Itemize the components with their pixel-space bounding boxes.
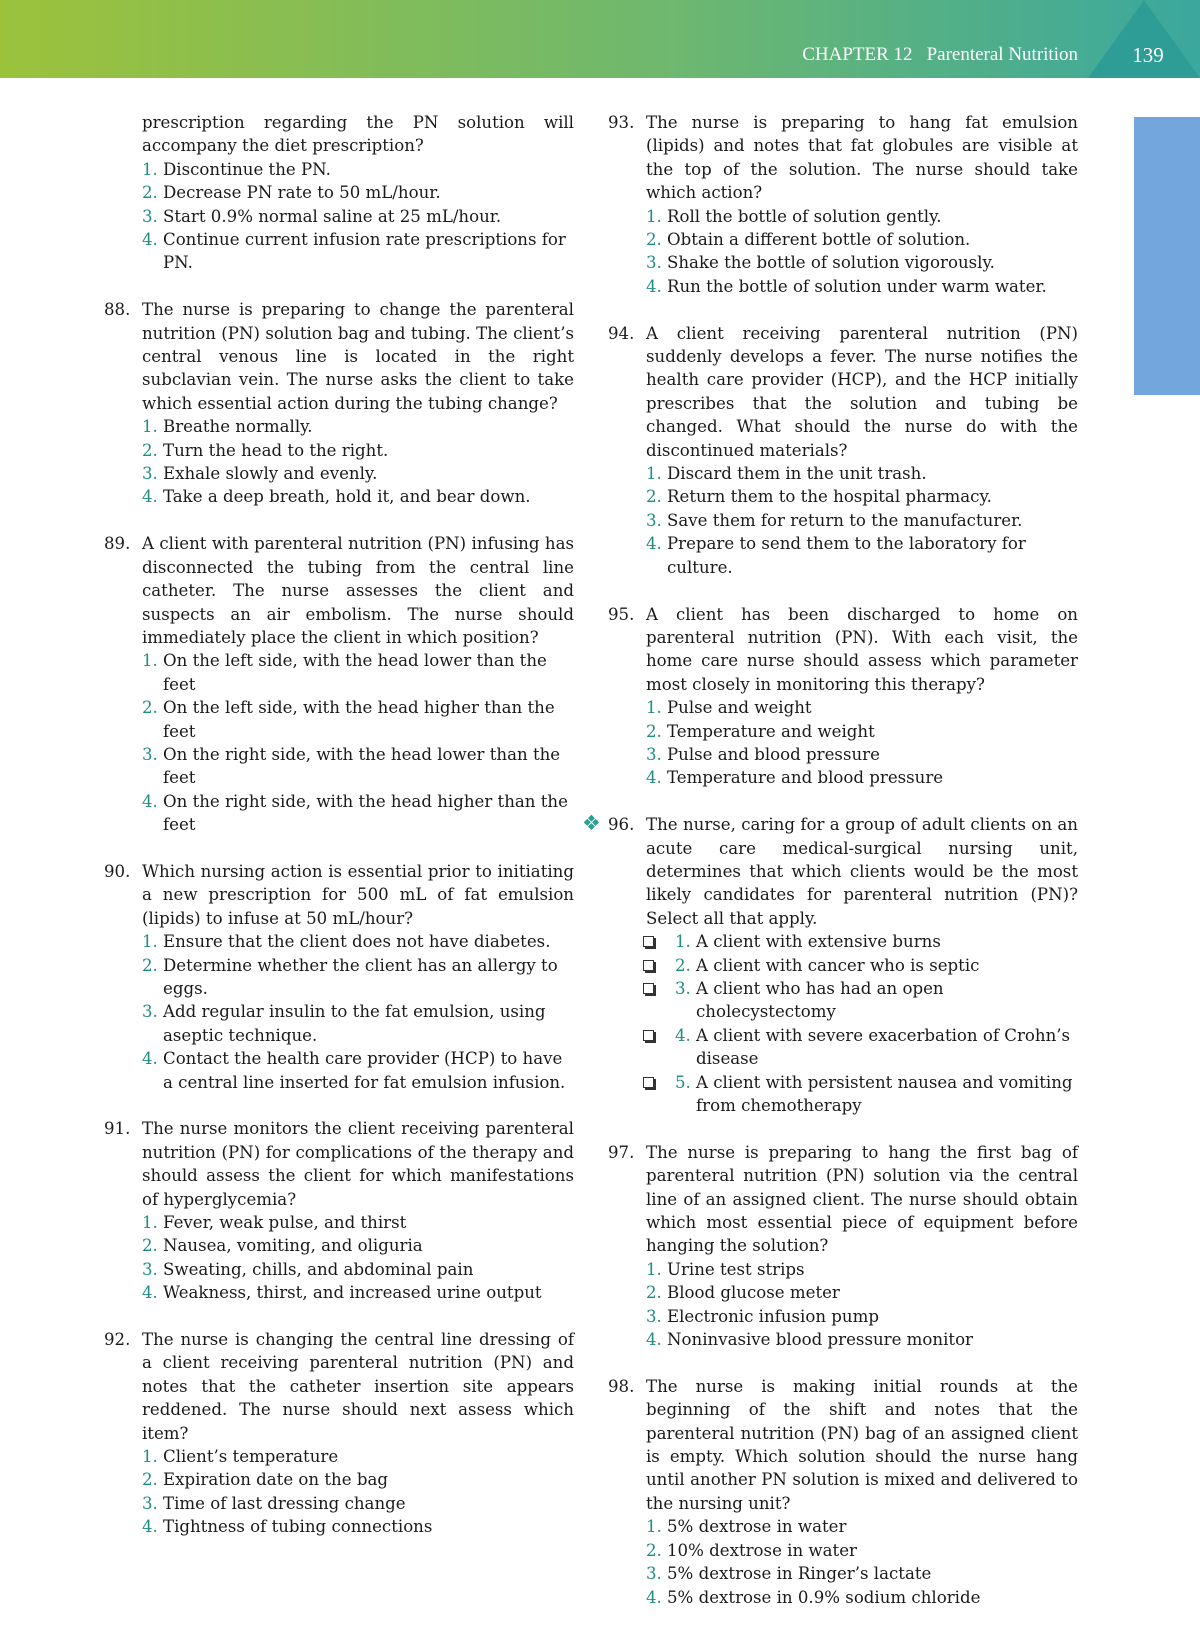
option-number: 4.	[675, 1025, 691, 1045]
continued-question	[142, 111, 574, 275]
option-number: 2.	[675, 955, 691, 975]
option-number: 4.	[142, 1517, 158, 1537]
answer-option[interactable]	[142, 415, 574, 438]
answer-option[interactable]	[646, 1562, 1078, 1585]
option-number: 5.	[675, 1072, 691, 1092]
option-number: 1.	[142, 932, 158, 952]
answer-option[interactable]	[142, 439, 574, 462]
option-text: A client with extensive burns	[696, 932, 941, 952]
option-number: 2.	[142, 183, 158, 203]
question-98	[608, 1375, 1078, 1609]
question-stem: prescription regarding the PN solution will accompany the diet prescription?	[142, 113, 574, 156]
question-number: 96.	[608, 815, 635, 835]
question-89	[104, 532, 574, 836]
answer-option[interactable]	[142, 1468, 574, 1491]
answer-option[interactable]	[142, 1047, 574, 1094]
checkbox-icon[interactable]	[643, 1077, 654, 1088]
answer-option[interactable]	[142, 1211, 574, 1234]
answer-option[interactable]	[142, 1445, 574, 1468]
option-text: Electronic infusion pump	[667, 1306, 879, 1326]
option-text: A client with persistent nausea and vomiting from chemotherapy	[696, 1072, 1073, 1116]
diamond-icon: ❖	[582, 811, 601, 836]
question-number: 97.	[608, 1142, 635, 1162]
question-stem: The nurse monitors the client receiving parenteral nutrition (PN) for complications of the therapy and should assess the client for which manifestations of hyperglycemia?	[142, 1119, 574, 1209]
option-number: 4.	[142, 1283, 158, 1303]
option-number: 1.	[142, 651, 158, 671]
answer-option[interactable]	[142, 930, 574, 953]
checkbox-option[interactable]	[646, 977, 1078, 1024]
answer-option[interactable]	[142, 743, 574, 790]
answer-option[interactable]	[646, 1586, 1078, 1609]
option-text: Pulse and weight	[667, 698, 812, 718]
option-text: Add regular insulin to the fat emulsion, using aseptic technique.	[163, 1002, 546, 1045]
question-90	[104, 860, 574, 1094]
option-text: Ensure that the client does not have diabetes.	[163, 932, 551, 952]
option-number: 1.	[142, 1447, 158, 1467]
option-number: 2.	[646, 230, 662, 250]
question-stem: The nurse is preparing to change the parenteral nutrition (PN) solution bag and tubing. The client’s central venous line is located in the right subclavian vein. The nurse asks the client to take which essential action during the tubing change?	[142, 300, 574, 413]
option-number: 1.	[646, 1517, 662, 1537]
option-number: 3.	[646, 1306, 662, 1326]
checkbox-option[interactable]	[646, 1071, 1078, 1118]
running-header	[802, 44, 1078, 66]
option-number: 3.	[646, 1564, 662, 1584]
answer-option[interactable]	[646, 509, 1078, 532]
answer-option[interactable]	[142, 1281, 574, 1304]
question-number: 90.	[104, 861, 131, 881]
option-number: 4.	[646, 1330, 662, 1350]
option-text: Take a deep breath, hold it, and bear down.	[163, 487, 531, 507]
option-number: 2.	[142, 698, 158, 718]
answer-option[interactable]	[142, 1515, 574, 1538]
option-number: 4.	[142, 487, 158, 507]
option-number: 3.	[646, 253, 662, 273]
answer-option[interactable]	[142, 696, 574, 743]
option-number: 3.	[142, 1493, 158, 1513]
answer-option[interactable]	[142, 790, 574, 837]
option-text: Weakness, thirst, and increased urine output	[163, 1283, 542, 1303]
question-96	[582, 811, 1078, 1117]
answer-option[interactable]	[646, 205, 1078, 228]
option-number: 3.	[142, 1002, 158, 1022]
option-text: Temperature and blood pressure	[667, 768, 944, 788]
option-number: 1.	[646, 464, 662, 484]
option-text: On the left side, with the head higher than the feet	[163, 698, 555, 741]
checkbox-icon[interactable]	[643, 1030, 654, 1041]
answer-option[interactable]	[142, 1234, 574, 1257]
option-text: Exhale slowly and evenly.	[163, 464, 378, 484]
left-column	[104, 111, 574, 1562]
question-92	[104, 1328, 574, 1539]
option-text: Start 0.9% normal saline at 25 mL/hour.	[163, 206, 502, 226]
question-number: 93.	[608, 113, 635, 132]
option-text: Continue current infusion rate prescriptions for PN.	[163, 230, 566, 273]
question-stem: The nurse is changing the central line dressing of a client receiving parenteral nutrition (PN) and notes that the catheter insertion site appears reddened. The nurse should next assess which item?	[142, 1330, 574, 1443]
answer-option[interactable]	[142, 485, 574, 508]
option-text: Pulse and blood pressure	[667, 744, 880, 764]
option-number: 3.	[142, 1259, 158, 1279]
option-number: 3.	[646, 744, 662, 764]
option-text: Determine whether the client has an allergy to eggs.	[163, 955, 558, 998]
option-number: 4.	[142, 1049, 158, 1069]
option-text: Fever, weak pulse, and thirst	[163, 1213, 407, 1233]
option-number: 1.	[142, 159, 158, 179]
option-number: 3.	[646, 510, 662, 530]
answer-option[interactable]	[646, 1305, 1078, 1328]
option-text: On the right side, with the head lower than the feet	[163, 744, 561, 788]
question-number: 94.	[608, 323, 635, 343]
question-95	[608, 603, 1078, 790]
answer-option[interactable]	[646, 1328, 1078, 1351]
question-88	[104, 298, 574, 509]
question-stem: A client receiving parenteral nutrition (PN) suddenly develops a fever. The nurse notifies the health care provider (HCP), and the HCP initially prescribes that the solution and tubing be changed. What should the nurse do with the discontinued materials?	[646, 323, 1078, 460]
option-text: Shake the bottle of solution vigorously.	[667, 253, 995, 273]
checkbox-icon[interactable]	[643, 936, 654, 947]
answer-option[interactable]	[646, 743, 1078, 766]
question-number: 91.	[104, 1119, 131, 1139]
checkbox-option[interactable]	[646, 1024, 1078, 1071]
option-text: Contact the health care provider (HCP) to have a central line inserted for fat emulsion infusion.	[163, 1049, 566, 1092]
answer-option[interactable]	[142, 1258, 574, 1281]
option-text: Obtain a different bottle of solution.	[667, 230, 971, 250]
option-number: 4.	[646, 1587, 662, 1607]
answer-option[interactable]	[646, 766, 1078, 789]
option-number: 2.	[142, 1236, 158, 1256]
chapter-title: Parenteral Nutrition	[926, 44, 1078, 65]
question-stem: The nurse is preparing to hang fat emulsion (lipids) and notes that fat globules are visible at the top of the solution. The nurse should take which action?	[646, 113, 1078, 203]
option-number: 2.	[142, 440, 158, 460]
question-number: 95.	[608, 604, 635, 624]
option-text: Time of last dressing change	[163, 1493, 406, 1513]
answer-option[interactable]	[142, 954, 574, 1001]
option-text: Client’s temperature	[163, 1447, 339, 1467]
answer-option[interactable]	[142, 649, 574, 696]
option-number: 4.	[142, 791, 158, 811]
option-text: Turn the head to the right.	[163, 440, 389, 460]
option-text: Return them to the hospital pharmacy.	[667, 487, 992, 507]
option-text: Discontinue the PN.	[163, 159, 331, 179]
question-number: 88.	[104, 300, 131, 320]
answer-option[interactable]	[646, 228, 1078, 251]
option-text: Breathe normally.	[163, 417, 313, 437]
option-number: 1.	[646, 1259, 662, 1279]
option-number: 4.	[646, 276, 662, 296]
option-number: 2.	[142, 1470, 158, 1490]
question-stem: A client with parenteral nutrition (PN) infusing has disconnected the tubing from the central line catheter. The nurse assesses the client and suspects an air embolism. The nurse should immediately place the client in which position?	[142, 534, 574, 647]
option-text: On the left side, with the head lower than the feet	[163, 651, 547, 694]
option-number: 2.	[142, 955, 158, 975]
question-93	[608, 111, 1078, 298]
question-stem: The nurse, caring for a group of adult clients on an acute care medical-surgical nursing unit, determines that which clients would be the most likely candidates for parenteral nutrition (PN)? Select all that apply.	[646, 815, 1078, 928]
answer-option[interactable]	[142, 205, 574, 228]
answer-option[interactable]	[646, 462, 1078, 485]
option-text: Sweating, chills, and abdominal pain	[163, 1259, 474, 1279]
answer-option[interactable]	[142, 1492, 574, 1515]
question-stem: The nurse is making initial rounds at the beginning of the shift and notes that the parenteral nutrition (PN) bag of an assigned client is empty. Which solution should the nurse hang until another PN solution is mixed and delivered to the nursing unit?	[646, 1376, 1078, 1513]
chapter-label: CHAPTER 12	[802, 44, 913, 65]
option-number: 4.	[646, 768, 662, 788]
question-stem: A client has been discharged to home on parenteral nutrition (PN). With each visit, the home care nurse should assess which parameter most closely in monitoring this therapy?	[646, 604, 1078, 694]
question-stem: The nurse is preparing to hang the first bag of parenteral nutrition (PN) solution via the central line of an assigned client. The nurse should obtain which most essential piece of equipment before hanging the solution?	[646, 1142, 1078, 1256]
answer-option[interactable]	[142, 462, 574, 485]
answer-option[interactable]	[142, 228, 574, 275]
option-number: 2.	[646, 1283, 662, 1303]
header-band	[0, 0, 1200, 78]
answer-option[interactable]	[646, 275, 1078, 298]
checkbox-icon[interactable]	[643, 983, 654, 994]
answer-option[interactable]	[646, 485, 1078, 508]
option-text: A client with severe exacerbation of Crohn’s disease	[696, 1025, 1071, 1069]
option-text: Discard them in the unit trash.	[667, 464, 927, 484]
option-number: 1.	[646, 698, 662, 718]
option-number: 2.	[646, 721, 662, 741]
question-stem: Which nursing action is essential prior to initiating a new prescription for 500 mL of fat emulsion (lipids) to infuse at 50 mL/hour?	[142, 861, 574, 928]
question-number: 89.	[104, 534, 131, 554]
option-number: 1.	[646, 206, 662, 226]
option-text: Prepare to send them to the laboratory for culture.	[667, 534, 1026, 577]
answer-option[interactable]	[142, 158, 574, 181]
option-text: Save them for return to the manufacturer.	[667, 510, 1023, 530]
answer-option[interactable]	[646, 1281, 1078, 1304]
option-number: 3.	[142, 206, 158, 226]
option-number: 4.	[142, 230, 158, 250]
option-text: 5% dextrose in Ringer’s lactate	[667, 1564, 932, 1584]
answer-option[interactable]	[142, 1000, 574, 1047]
answer-option[interactable]	[646, 1258, 1078, 1281]
checkbox-option[interactable]	[646, 954, 1078, 977]
option-number: 2.	[646, 1540, 662, 1560]
option-text: A client who has had an open cholecystectomy	[696, 978, 944, 1022]
option-number: 3.	[142, 744, 158, 764]
question-97	[608, 1141, 1078, 1352]
option-number: 3.	[142, 464, 158, 484]
option-text: 5% dextrose in water	[667, 1517, 847, 1537]
option-text: Nausea, vomiting, and oliguria	[163, 1236, 423, 1256]
option-text: On the right side, with the head higher than the feet	[163, 791, 568, 835]
option-text: Noninvasive blood pressure monitor	[667, 1330, 973, 1350]
option-number: 1.	[142, 1213, 158, 1233]
option-number: 3.	[675, 978, 691, 998]
answer-option[interactable]	[646, 696, 1078, 719]
answer-option[interactable]	[142, 181, 574, 204]
option-number: 4.	[646, 534, 662, 554]
option-text: A client with cancer who is septic	[696, 955, 980, 975]
answer-option[interactable]	[646, 1515, 1078, 1538]
checkbox-option[interactable]	[646, 930, 1078, 953]
chapter-side-tab	[1134, 117, 1200, 395]
option-text: Decrease PN rate to 50 mL/hour.	[163, 183, 441, 203]
option-text: Blood glucose meter	[667, 1283, 840, 1303]
option-number: 1.	[675, 932, 691, 952]
answer-option[interactable]	[646, 532, 1078, 579]
answer-option[interactable]	[646, 251, 1078, 274]
option-number: 2.	[646, 487, 662, 507]
option-number: 1.	[142, 417, 158, 437]
option-text: 5% dextrose in 0.9% sodium chloride	[667, 1587, 981, 1607]
question-94	[608, 322, 1078, 579]
option-text: Run the bottle of solution under warm water.	[667, 276, 1047, 296]
option-text: Tightness of tubing connections	[163, 1517, 433, 1537]
page-number: 139	[1132, 43, 1164, 67]
right-column	[582, 111, 1078, 1632]
question-91	[104, 1117, 574, 1304]
option-text: Roll the bottle of solution gently.	[667, 206, 942, 226]
option-text: Temperature and weight	[667, 721, 875, 741]
answer-option[interactable]	[646, 720, 1078, 743]
checkbox-icon[interactable]	[643, 960, 654, 971]
option-text: Urine test strips	[667, 1259, 805, 1279]
answer-option[interactable]	[646, 1539, 1078, 1562]
option-text: 10% dextrose in water	[667, 1540, 857, 1560]
question-number: 92.	[104, 1330, 131, 1350]
option-text: Expiration date on the bag	[163, 1470, 388, 1490]
question-number: 98.	[608, 1376, 635, 1396]
